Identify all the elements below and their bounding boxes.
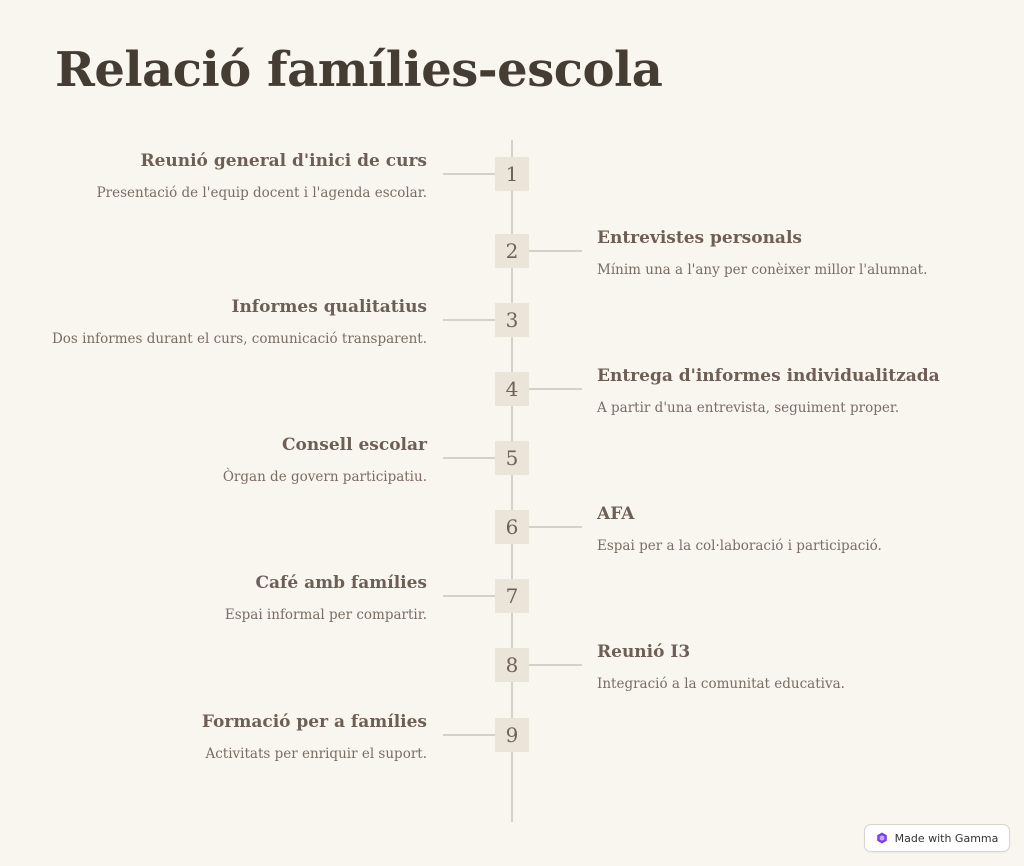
- timeline-step-5: [0, 435, 1024, 485]
- step-number: 4: [495, 372, 529, 406]
- step-number: 9: [495, 718, 529, 752]
- timeline-step-6: [0, 504, 1024, 554]
- step-connector: [443, 319, 496, 321]
- step-title: Consell escolar: [282, 435, 427, 455]
- step-number: 3: [495, 303, 529, 337]
- timeline-step-1: [0, 151, 1024, 201]
- step-description: Activitats per enriquir el suport.: [205, 746, 427, 762]
- step-title: Entrega d'informes individualitzada: [597, 366, 940, 386]
- step-title: Entrevistes personals: [597, 228, 802, 248]
- step-description: Presentació de l'equip docent i l'agenda escolar.: [96, 185, 427, 201]
- step-connector: [443, 595, 496, 597]
- step-description: Integració a la comunitat educativa.: [597, 676, 845, 692]
- timeline-step-4: [0, 366, 1024, 416]
- step-description: Espai informal per compartir.: [224, 607, 427, 623]
- timeline-step-3: [0, 297, 1024, 347]
- step-title: Formació per a famílies: [201, 712, 427, 732]
- step-number: 7: [495, 579, 529, 613]
- step-title: Reunió I3: [597, 642, 691, 662]
- step-title: Café amb famílies: [255, 573, 427, 593]
- timeline-step-9: [0, 712, 1024, 762]
- step-title: Reunió general d'inici de curs: [140, 151, 427, 171]
- step-connector: [443, 173, 496, 175]
- step-description: Òrgan de govern participatiu.: [222, 469, 427, 485]
- made-with-gamma-badge[interactable]: [864, 824, 1010, 852]
- step-description: Espai per a la col·laboració i participació.: [597, 538, 882, 554]
- step-number: 8: [495, 648, 529, 682]
- step-number: 6: [495, 510, 529, 544]
- step-title: AFA: [597, 504, 635, 524]
- step-connector: [529, 250, 582, 252]
- step-title: Informes qualitatius: [231, 297, 427, 317]
- step-connector: [529, 526, 582, 528]
- step-number: 5: [495, 441, 529, 475]
- step-number: 2: [495, 234, 529, 268]
- step-number: 1: [495, 157, 529, 191]
- timeline-step-7: [0, 573, 1024, 623]
- step-connector: [443, 457, 496, 459]
- step-description: A partir d'una entrevista, seguiment proper.: [597, 400, 900, 416]
- step-description: Dos informes durant el curs, comunicació transparent.: [51, 331, 427, 347]
- gamma-logo-icon: [876, 832, 888, 844]
- timeline-step-2: [0, 228, 1024, 278]
- page-title: Relació famílies-escola: [55, 42, 663, 98]
- badge-label: Made with Gamma: [894, 831, 999, 845]
- step-connector: [529, 664, 582, 666]
- step-connector: [443, 734, 496, 736]
- step-description: Mínim una a l'any per conèixer millor l'alumnat.: [597, 262, 928, 278]
- step-connector: [529, 388, 582, 390]
- timeline-step-8: [0, 642, 1024, 692]
